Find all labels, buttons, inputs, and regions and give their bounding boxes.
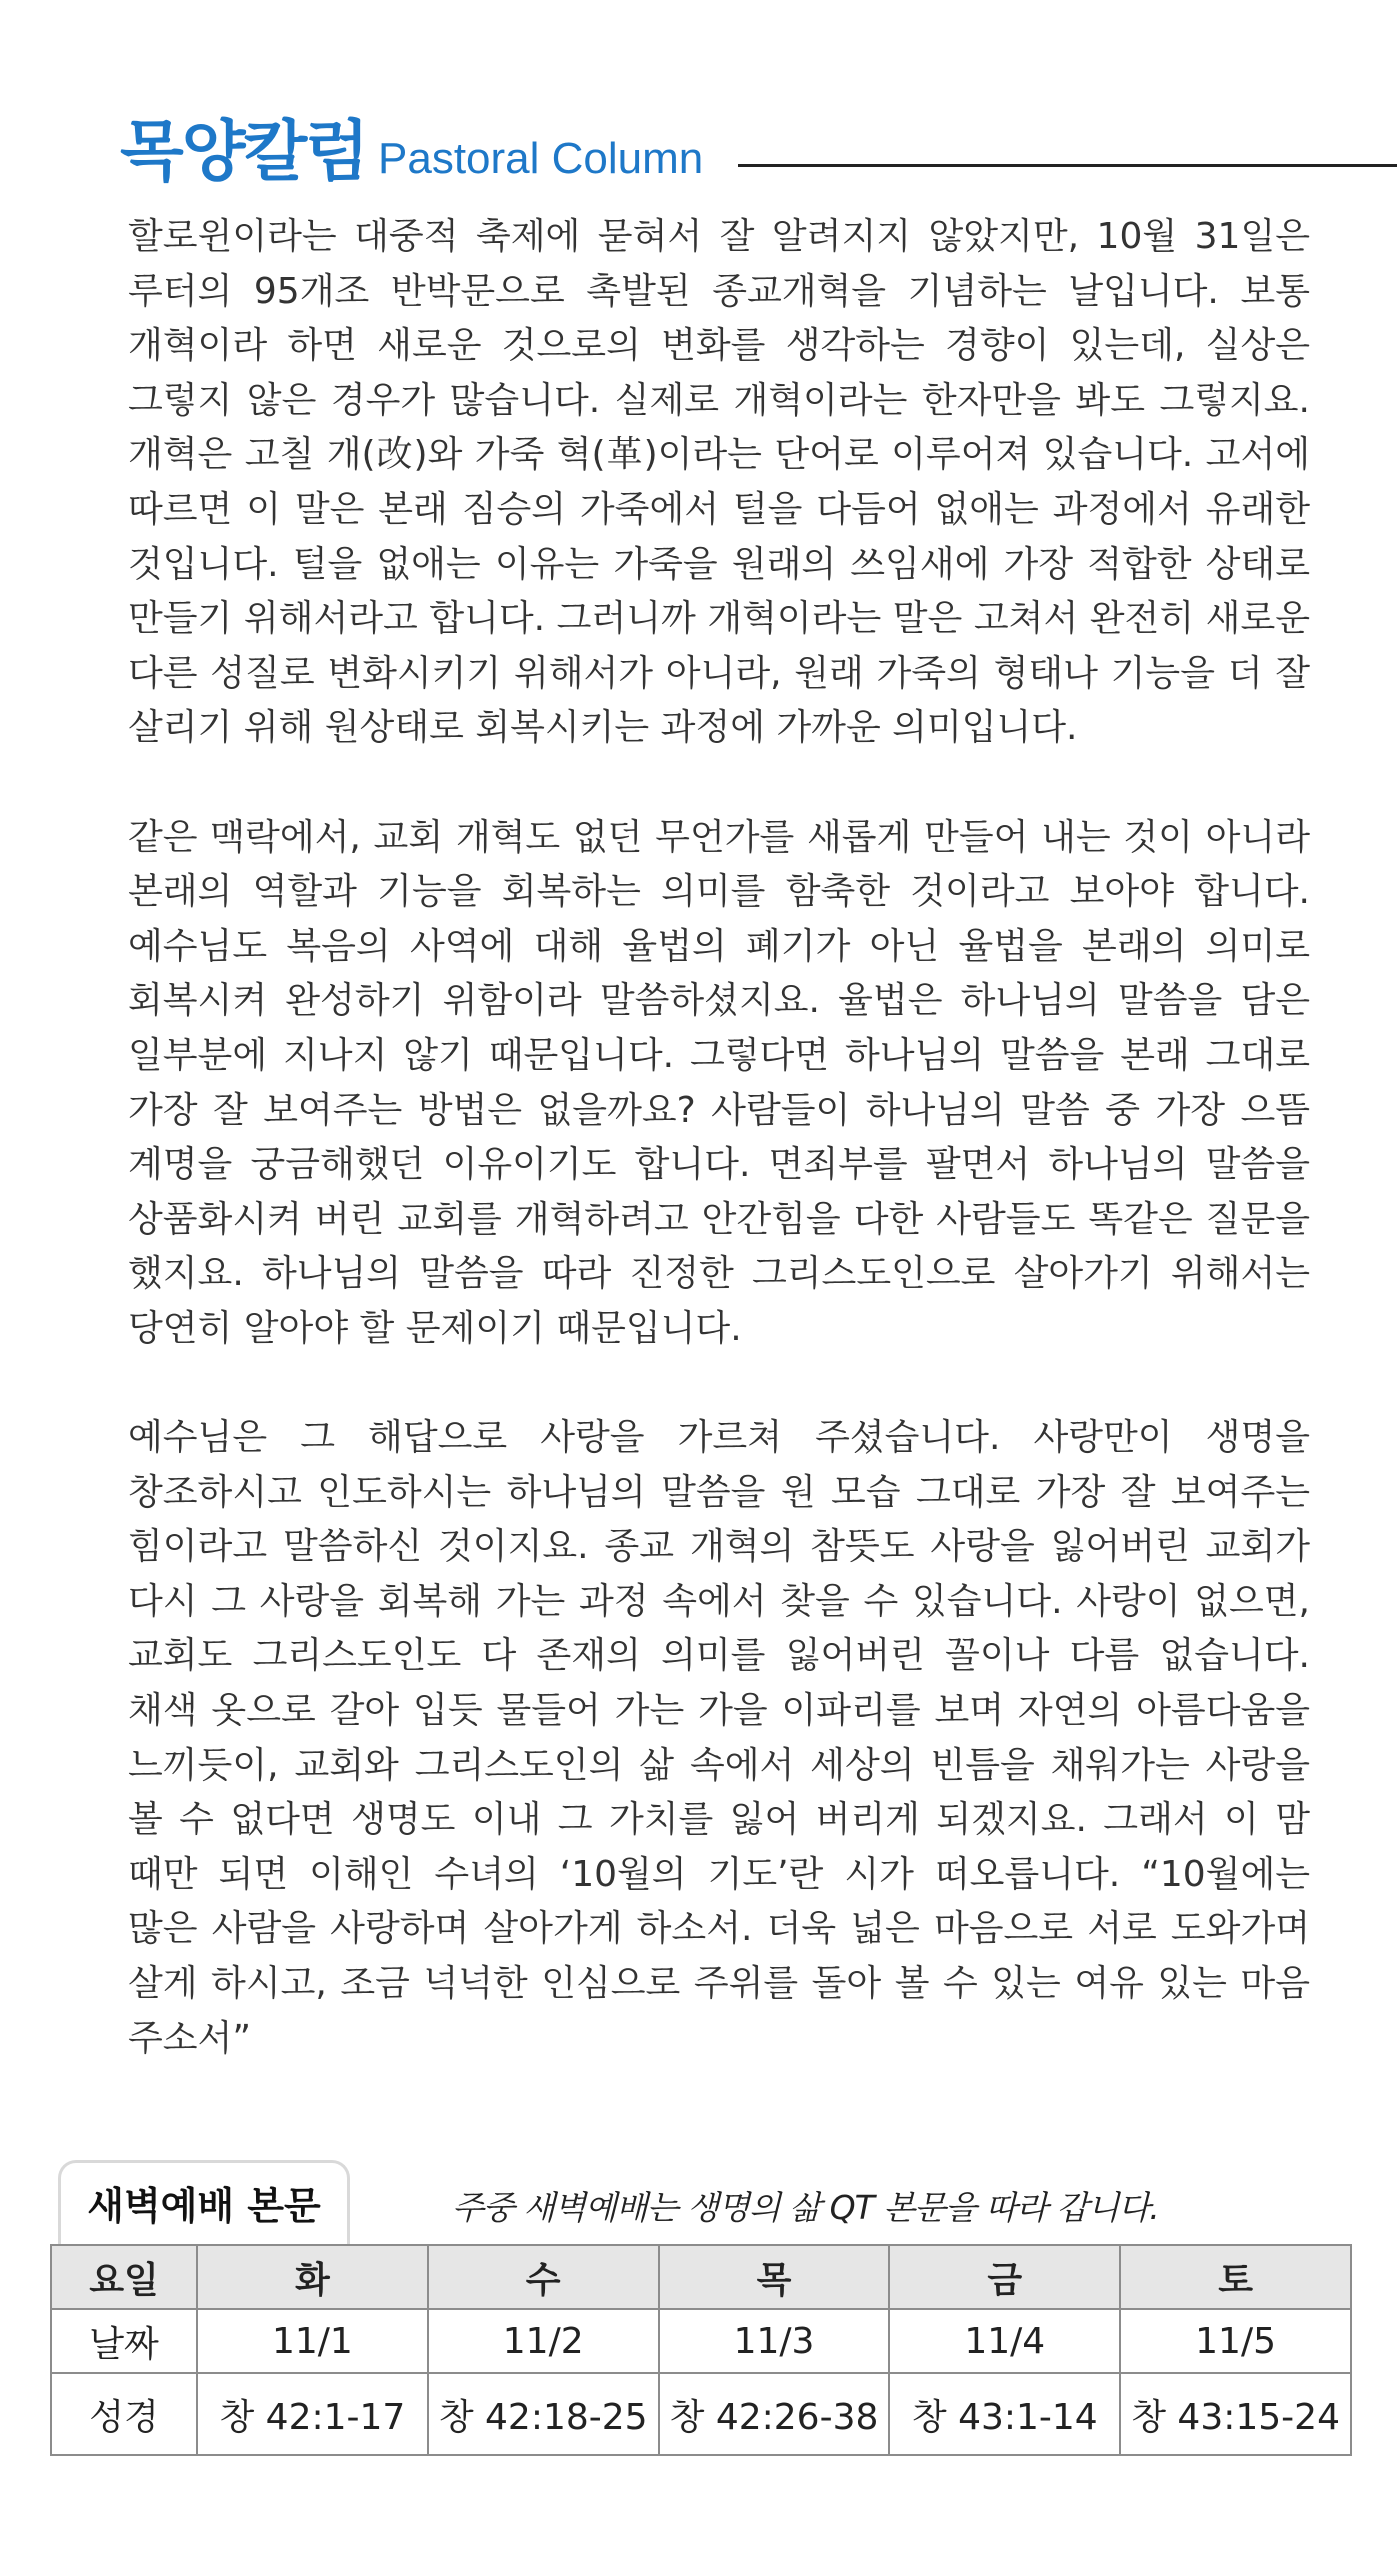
row-label-date: 날짜 (51, 2309, 197, 2373)
column-paragraph-2: 같은 맥락에서, 교회 개혁도 없던 무언가를 새롭게 만들어 내는 것이 아니라 본래의 역할과 기능을 회복하는 의미를 함축한 것이라고 보아야 합니다. 예수님도 복음의 사역에 대해 율법의 폐기가 아닌 율법을 본래의 의미로 회복시켜 완성하기 위함이라 말씀하셨지요. 율법은 하나님의 말씀을 담은 일부분에 지나지 않기 때문입니다. 그렇다면 하나님의 말씀을 본래 그대로 가장 잘 보여주는 방법은 없을까요? 사람들이 하나님의 말씀 중 가장 으뜸 계명을 궁금해했던 이유이기도 합니다. 면죄부를 팔면서 하나님의 말씀을 상품화시켜 버린 교회를 개혁하려고 안간힘을 다한 사람들도 똑같은 질문을 했지요. 하나님의 말씀을 따라 진정한 그리스도인으로 살아가기 위해서는 당연히 알아야 할 문제이기 때문입니다. (128, 816, 1310, 1349)
dawn-service-schedule-table (50, 2244, 1352, 2456)
column-title-korean: 목양칼럼 (120, 113, 368, 190)
scripture-cell: 창 43:1-14 (889, 2373, 1120, 2455)
column-paragraph-1: 할로윈이라는 대중적 축제에 묻혀서 잘 알려지지 않았지만, 10월 31일은 루터의 95개조 반박문으로 촉발된 종교개혁을 기념하는 날입니다. 보통 개혁이라 하면 새로운 것으로의 변화를 생각하는 경향이 있는데, 실상은 그렇지 않은 경우가 많습니다. 실제로 개혁이라는 한자만을 봐도 그렇지요. 개혁은 고칠 개(改)와 가죽 혁(革)이라는 단어로 이루어져 있습니다. 고서에 따르면 이 말은 본래 짐승의 가죽에서 털을 다듬어 없애는 과정에서 유래한 것입니다. 털을 없애는 이유는 가죽을 원래의 쓰임새에 가장 적합한 상태로 만들기 위해서라고 합니다. 그러니까 개혁이라는 말은 고쳐서 완전히 새로운 다른 성질로 변화시키기 위해서가 아니라, 원래 가죽의 형태나 기능을 더 잘 살리기 위해 원상태로 회복시키는 과정에 가까운 의미입니다. (128, 216, 1310, 749)
scripture-cell: 창 42:18-25 (428, 2373, 659, 2455)
scripture-cell: 창 42:1-17 (197, 2373, 428, 2455)
row-label-weekday: 요일 (51, 2245, 197, 2309)
date-cell: 11/5 (1120, 2309, 1351, 2373)
table-row-date (51, 2309, 1351, 2373)
table-row-weekday (51, 2245, 1351, 2309)
column-header (120, 112, 1300, 192)
date-cell: 11/4 (889, 2309, 1120, 2373)
weekday-cell: 토 (1120, 2245, 1351, 2309)
weekday-cell: 목 (659, 2245, 890, 2309)
scripture-cell: 창 43:15-24 (1120, 2373, 1351, 2455)
column-title-english: Pastoral Column (378, 134, 704, 183)
weekday-cell: 화 (197, 2245, 428, 2309)
column-paragraph-3: 예수님은 그 해답으로 사랑을 가르쳐 주셨습니다. 사랑만이 생명을 창조하시고 인도하시는 하나님의 말씀을 원 모습 그대로 가장 잘 보여주는 힘이라고 말씀하신 것이지요. 종교 개혁의 참뜻도 사랑을 잃어버린 교회가 다시 그 사랑을 회복해 가는 과정 속에서 찾을 수 있습니다. 사랑이 없으면, 교회도 그리스도인도 다 존재의 의미를 잃어버린 꼴이나 다름 없습니다. 채색 옷으로 갈아 입듯 물들어 가는 가을 이파리를 보며 자연의 아름다움을 느끼듯이, 교회와 그리스도인의 삶 속에서 세상의 빈틈을 채워가는 사랑을 볼 수 없다면 생명도 이내 그 가치를 잃어 버리게 되겠지요. 그래서 이 맘 때만 되면 이해인 수녀의 ‘10월의 기도’란 시가 떠오릅니다. “10월에는 많은 사람을 사랑하며 살아가게 하소서. 더욱 넓은 마음으로 서로 도와가며 살게 하시고, 조금 넉넉한 인심으로 주위를 돌아 볼 수 있는 여유 있는 마음 주소서” (128, 1417, 1310, 2059)
weekday-cell: 금 (889, 2245, 1120, 2309)
scripture-cell: 창 42:26-38 (659, 2373, 890, 2455)
title-divider-line (738, 164, 1397, 167)
date-cell: 11/1 (197, 2309, 428, 2373)
dawn-service-tab: 새벽예배 본문 (58, 2160, 350, 2246)
dawn-service-note: 주중 새벽예배는 생명의 삶 QT 본문을 따라 갑니다. (452, 2188, 1159, 2227)
table-row-scripture (51, 2373, 1351, 2455)
date-cell: 11/3 (659, 2309, 890, 2373)
column-body (128, 210, 1310, 2066)
weekday-cell: 수 (428, 2245, 659, 2309)
date-cell: 11/2 (428, 2309, 659, 2373)
row-label-scripture: 성경 (51, 2373, 197, 2455)
